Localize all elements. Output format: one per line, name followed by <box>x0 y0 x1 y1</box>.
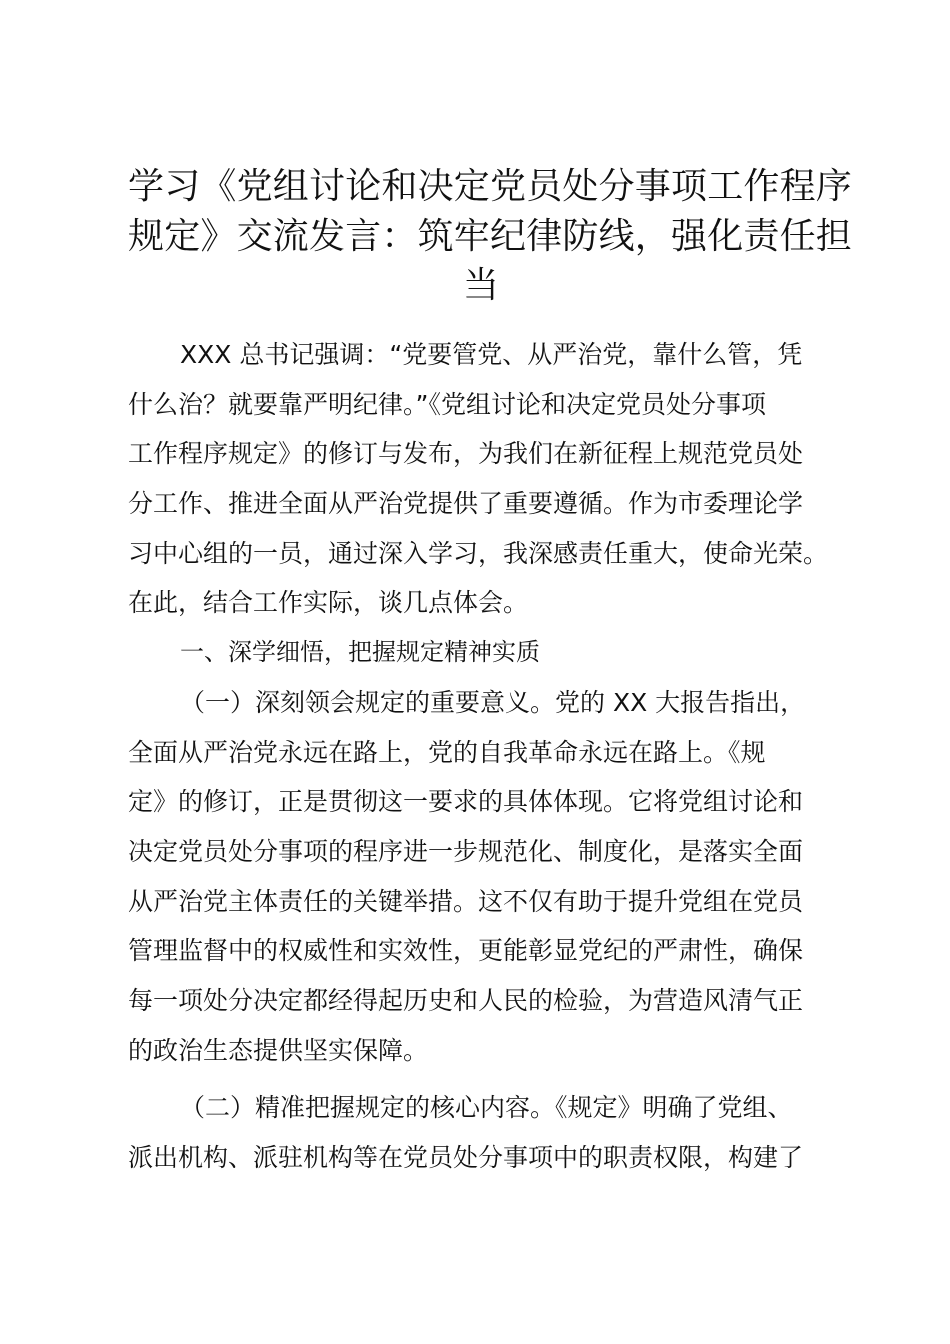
title-line-1: 学习《党组讨论和决定党员处分事项工作程序 <box>128 166 853 207</box>
paragraph-2-line-6: 管理监督中的权威性和实效性，更能彰显党纪的严肃性，确保 <box>128 936 804 966</box>
paragraph-2-line-2: 全面从严治党永远在路上，党的自我革命永远在路上。《规 <box>128 737 766 767</box>
paragraph-1-line-6: 在此，结合工作实际，谈几点体会。 <box>128 588 529 618</box>
paragraph-1-line-4: 分工作、推进全面从严治党提供了重要遵循。作为市委理论学 <box>128 489 804 519</box>
title-line-2: 规定》交流发言：筑牢纪律防线，强化责任担 <box>128 215 853 257</box>
paragraph-2 <box>128 678 848 1076</box>
paragraph-2-line-8: 的政治生态提供坚实保障。 <box>128 1035 429 1065</box>
paragraph-3-line-1: （二）精准把握规定的核心内容。《规定》明确了党组、 <box>180 1093 793 1123</box>
paragraph-1-line-1: XXX 总书记强调：“党要管党、从严治党，靠什么管，凭 <box>180 340 803 369</box>
paragraph-gap <box>128 1075 848 1083</box>
paragraph-1-line-3: 工作程序规定》的修订与发布，为我们在新征程上规范党员处 <box>128 439 804 469</box>
paragraph-2-line-3: 定》的修订，正是贯彻这一要求的具体体现。它将党组讨论和 <box>128 787 804 817</box>
paragraph-1 <box>128 330 848 628</box>
document-title <box>128 160 853 309</box>
paragraph-2-line-7: 每一项处分决定都经得起历史和人民的检验，为营造风清气正 <box>128 985 804 1015</box>
paragraph-1-line-5: 习中心组的一员，通过深入学习，我深感责任重大，使命光荣。 <box>128 538 829 568</box>
section-heading: 一、深学细悟，把握规定精神实质 <box>180 638 540 667</box>
title-line-3: 当 <box>462 265 500 307</box>
paragraph-3-line-2: 派出机构、派驻机构等在党员处分事项中的职责权限，构建了 <box>128 1143 804 1172</box>
paragraph-1-line-2: 什么治？就要靠严明纪律。”《党组讨论和决定党员处分事项 <box>128 389 766 419</box>
paragraph-2-line-4: 决定党员处分事项的程序进一步规范化、制度化，是落实全面 <box>128 836 804 866</box>
paragraph-2-line-1: （一）深刻领会规定的重要意义。党的 XX 大报告指出， <box>180 687 806 717</box>
document-body <box>128 330 848 1183</box>
paragraph-3 <box>128 1083 848 1182</box>
paragraph-2-line-5: 从严治党主体责任的关键举措。这不仅有助于提升党组在党员 <box>128 886 804 916</box>
